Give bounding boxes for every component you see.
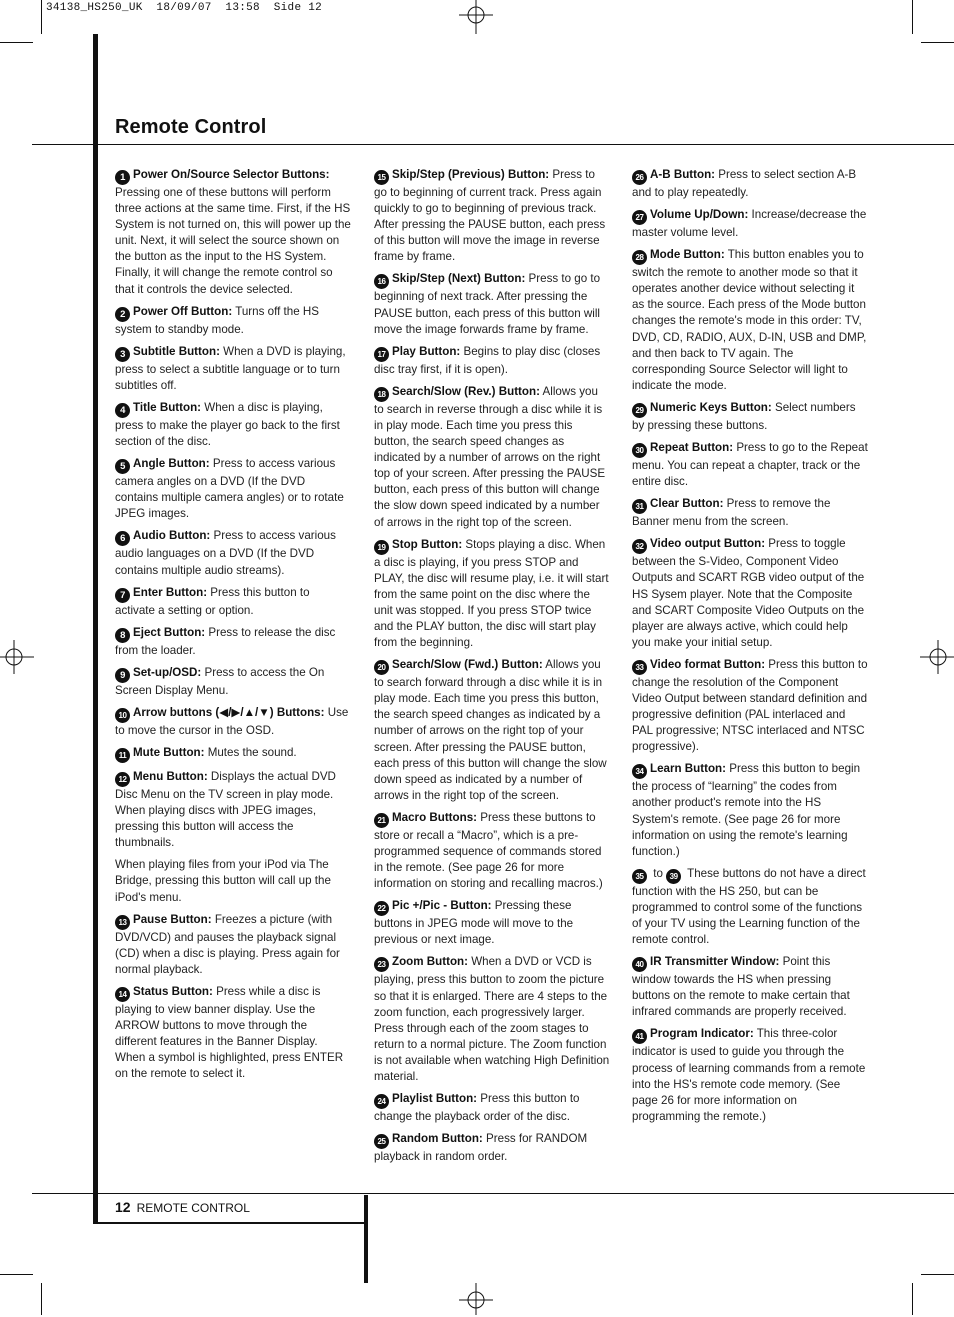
remote-item <box>632 866 868 948</box>
column-1 <box>115 167 351 1088</box>
item-label: Menu Button: <box>133 769 208 783</box>
remote-item <box>632 440 868 490</box>
item-number-badge: 41 <box>632 1029 647 1044</box>
remote-item <box>115 705 351 739</box>
item-number-badge: 20 <box>374 660 389 675</box>
item-description: Allows you to search forward through a disc while it is in play mode. Each time you press this button, the search speed changes as indicated by a number of arrows on the right top of your screen. After pressing the PAUSE button, each press of this button will change the slow down speed as indicated by a number of arrows in the right top of the screen. <box>374 658 607 802</box>
item-description: Press this button to change the resolution of the Component Video Output between standard definition and progressive definition (PAL interlaced and PAL progressive; NTSC interlaced and NTSC progressive). <box>632 657 868 754</box>
item-label: Volume Up/Down: <box>650 208 749 222</box>
item-number-badge: 10 <box>115 708 130 723</box>
remote-item <box>115 528 351 578</box>
item-description: Press to access the On Screen Display Menu. <box>115 665 325 697</box>
crop-mark <box>912 0 913 34</box>
item-label: Skip/Step (Previous) Button: <box>392 168 550 181</box>
remote-item <box>374 384 610 531</box>
item-label: Mode Button: <box>650 248 725 262</box>
item-number-badge: 34 <box>632 764 647 779</box>
item-number-badge: 31 <box>632 499 647 514</box>
item-number-badge: 25 <box>374 1134 389 1149</box>
item-label: Numeric Keys Button: <box>650 400 772 414</box>
remote-item <box>374 657 610 804</box>
item-label: Search/Slow (Fwd.) Button: <box>392 658 543 672</box>
crop-mark <box>41 0 42 34</box>
footer-section: REMOTE CONTROL <box>136 1201 250 1215</box>
item-label: Arrow buttons (◀/▶/▲/▼) Buttons: <box>133 705 325 719</box>
remote-item <box>632 657 868 755</box>
item-number-badge: 35 <box>632 869 647 884</box>
item-description: Pressing these buttons in JPEG mode will move to the previous or next image. <box>374 899 574 947</box>
item-label: Angle Button: <box>133 457 210 471</box>
item-label: Mute Button: <box>133 745 205 759</box>
item-description: Press to go to beginning of next track. After pressing the PAUSE button, each press of this button will move the image forwards frame by frame. <box>374 272 601 336</box>
item-number-badge: 19 <box>374 540 389 555</box>
remote-item <box>115 857 351 905</box>
item-label: Random Button: <box>392 1132 483 1146</box>
item-number-badge: 33 <box>632 660 647 675</box>
remote-item <box>115 585 351 619</box>
item-label: Stop Button: <box>392 537 463 551</box>
crop-mark <box>921 42 954 43</box>
item-number-badge: 3 <box>115 347 130 362</box>
remote-item <box>115 769 351 851</box>
footer-underline <box>93 1222 368 1224</box>
item-label: Pic +/Pic - Button: <box>392 899 492 913</box>
footer-bar <box>364 1195 368 1283</box>
remote-item <box>632 1026 868 1124</box>
registration-mark-icon <box>459 1283 493 1317</box>
remote-item <box>115 665 351 699</box>
print-slug: 34138_HS250_UK 18/09/07 13:58 Side 12 <box>46 2 323 14</box>
item-number-badge: 8 <box>115 628 130 643</box>
item-number-badge: 2 <box>115 307 130 322</box>
item-label: Set-up/OSD: <box>133 665 202 679</box>
remote-item <box>115 304 351 338</box>
item-description: Press to release the disc from the loader. <box>115 625 336 657</box>
item-description: Select numbers by pressing these buttons. <box>632 400 856 432</box>
item-description: Press this button to activate a setting or option. <box>115 585 310 617</box>
crop-mark <box>0 1274 33 1275</box>
item-number-badge: 12 <box>115 772 130 787</box>
item-number-badge: 17 <box>374 347 389 362</box>
item-description: Press to go to beginning of current track. Press again quickly to go to beginning of previous track. After pressing the PAUSE button, each press of this button will move the image in reverse frame by frame. <box>374 168 606 264</box>
item-label: Skip/Step (Next) Button: <box>392 272 526 286</box>
item-number-badge: 30 <box>632 443 647 458</box>
remote-item <box>115 984 351 1082</box>
remote-item <box>115 344 351 394</box>
item-number-badge: 40 <box>632 957 647 972</box>
remote-item <box>374 344 610 378</box>
item-label: Power Off Button: <box>133 304 233 318</box>
item-label: Clear Button: <box>650 497 724 511</box>
item-number-badge: 23 <box>374 957 389 972</box>
item-label: Status Button: <box>133 984 213 998</box>
registration-mark-icon <box>459 0 493 34</box>
remote-item <box>115 625 351 659</box>
item-label: Subtitle Button: <box>133 344 220 358</box>
item-number-badge: 32 <box>632 539 647 554</box>
remote-item <box>374 271 610 337</box>
item-label: Repeat Button: <box>650 441 734 455</box>
remote-item <box>632 400 868 434</box>
remote-item <box>374 954 610 1085</box>
item-label: A-B Button: <box>650 168 716 181</box>
item-label: Play Button: <box>392 344 461 358</box>
remote-item <box>374 810 610 892</box>
item-description: Press to select section A-B and to play repeatedly. <box>632 168 857 199</box>
item-number-badge: 28 <box>632 250 647 265</box>
item-description: When a DVD is playing, press to select a subtitle language or to turn subtitles off. <box>115 344 346 392</box>
page-title: Remote Control <box>115 116 267 138</box>
item-description: to <box>650 866 667 880</box>
remote-item <box>374 537 610 652</box>
item-label: Title Button: <box>133 400 202 414</box>
item-number-badge: 14 <box>115 987 130 1002</box>
remote-item <box>632 496 868 530</box>
item-number-badge: 11 <box>115 748 130 763</box>
item-number-badge: 26 <box>632 170 647 185</box>
remote-item <box>115 167 351 298</box>
item-number-badge: 7 <box>115 588 130 603</box>
item-number-badge: 24 <box>374 1094 389 1109</box>
item-label: Program Indicator: <box>650 1027 754 1041</box>
remote-item <box>374 898 610 948</box>
remote-item <box>374 167 610 265</box>
remote-item <box>115 400 351 450</box>
item-description: Press for RANDOM playback in random order. <box>374 1132 588 1164</box>
item-description: Press to access various audio languages on a DVD (If the DVD contains multiple audio streams). <box>115 529 336 577</box>
remote-item <box>374 1131 610 1165</box>
item-label: Macro Buttons: <box>392 810 478 824</box>
remote-item <box>632 954 868 1020</box>
item-description: Increase/decrease the master volume level. <box>632 208 867 240</box>
item-label: Power On/Source Selector Buttons: <box>133 168 330 181</box>
item-number-badge: 6 <box>115 531 130 546</box>
item-description: Press this button to change the playback order of the disc. <box>374 1092 580 1124</box>
item-label: Audio Button: <box>133 529 211 543</box>
item-description: Press to go to the Repeat menu. You can repeat a chapter, track or the entire disc. <box>632 441 868 489</box>
registration-mark-icon <box>920 640 954 674</box>
item-label: Zoom Button: <box>392 955 468 969</box>
remote-item <box>115 745 351 763</box>
footer-rule <box>32 1193 954 1194</box>
item-description: Pressing one of these buttons will perform three actions at the same time. First, if the HS System is not turned on, this will power up the unit. Next, it will select the source shown on the button as the input to the HS System. Finally, it will change the remote control so that it controls the device selected. <box>115 186 351 296</box>
column-2 <box>374 167 610 1171</box>
item-number-badge: 18 <box>374 387 389 402</box>
page-number: 12 <box>115 1199 131 1215</box>
item-label: Video format Button: <box>650 657 766 671</box>
item-label: Eject Button: <box>133 625 206 639</box>
item-label: Enter Button: <box>133 585 208 599</box>
remote-item <box>632 207 868 241</box>
column-3 <box>632 167 868 1131</box>
remote-item <box>374 1091 610 1125</box>
item-description: This button enables you to switch the remote to another mode so that it operates another device without selecting it as the source. Each press of the Mode button changes the remote's mode in this order: TV, DVD, CD, RADIO, AUX, D-IN, USB and DMP, and then back to TV again. The corresponding Source Selector will light to indicate the mode. <box>632 248 867 392</box>
item-number-badge: 1 <box>115 170 130 185</box>
item-description: Turns off the HS system to standby mode. <box>115 304 319 336</box>
item-description: Stops playing a disc. When a disc is playing, if you press STOP and PLAY, the disc will resume play, i.e. it will start from the same point on the disc where the unit was stopped. If you press STOP twice and the PLAY button, the disc will start play from the beginning. <box>374 537 609 650</box>
item-label: IR Transmitter Window: <box>650 955 780 969</box>
item-label: Search/Slow (Rev.) Button: <box>392 384 540 398</box>
remote-item <box>632 761 868 859</box>
item-description: Begins to play disc (closes disc tray first, if it is open). <box>374 344 601 376</box>
item-label: Learn Button: <box>650 762 726 776</box>
item-description: Press this button to begin the process of “learning” the codes from another product's remote into the HS System's remote. (See page 26 for more information on using the remote's learning function.) <box>632 762 861 858</box>
item-number-badge: 5 <box>115 459 130 474</box>
item-description: Displays the actual DVD Disc Menu on the TV screen in play mode. When playing discs with JPEG images, pressing this button will access the thumbnails. <box>115 769 336 850</box>
item-description: Press these buttons to store or recall a “Macro”, which is a pre-programmed sequence of commands stored in the remote. (See page 26 for more information on storing and recalling macros.) <box>374 810 603 891</box>
item-number-badge: 22 <box>374 901 389 916</box>
item-number-badge: 9 <box>115 668 130 683</box>
item-number-badge: 39 <box>666 869 681 884</box>
remote-item <box>632 536 868 651</box>
item-description: Press to access various camera angles on a DVD (If the DVD contains multiple camera angles) or to rotate JPEG images. <box>115 457 344 521</box>
item-label: Playlist Button: <box>392 1092 478 1106</box>
item-description: When a DVD or VCD is playing, press this button to zoom the picture so that it is enlarged. There are 4 steps to the zoom function, each progressively larger. Press through each of the zoom stages to return to a normal picture. The Zoom function is not available when watching High Definition material. <box>374 955 610 1084</box>
item-number-badge: 15 <box>374 170 389 185</box>
item-description: This three-color indicator is used to guide you through the process of learning commands from a remote into the HS's remote code memory. (See page 26 for more information on programming the remote.) <box>632 1027 866 1123</box>
item-description: Press to toggle between the S-Video, Component Video Outputs and SCART RGB video output of the HS Sysem player. Note that the Composite and SCART Composite Video Outputs on the player are always active, which could help you make your initial setup. <box>632 537 865 649</box>
item-label: Video output Button: <box>650 537 766 551</box>
item-description: Press to remove the Banner menu from the screen. <box>632 497 831 529</box>
crop-mark <box>921 1274 954 1275</box>
item-number-badge: 27 <box>632 210 647 225</box>
registration-mark-icon <box>0 640 34 674</box>
item-description: Use to move the cursor in the OSD. <box>115 705 349 737</box>
item-number-badge: 21 <box>374 813 389 828</box>
item-number-badge: 13 <box>115 915 130 930</box>
page-margin-bar <box>93 34 98 1223</box>
crop-mark <box>0 42 33 43</box>
item-label: Pause Button: <box>133 912 212 926</box>
remote-item <box>115 912 351 978</box>
remote-item <box>632 167 868 201</box>
title-rule <box>32 144 954 145</box>
remote-item <box>115 456 351 522</box>
item-number-badge: 29 <box>632 403 647 418</box>
item-description: When a disc is playing, press to make the player go back to the first section of the disc. <box>115 400 340 449</box>
remote-item <box>632 247 868 394</box>
crop-mark <box>41 1283 42 1315</box>
item-description: These buttons do not have a direct function with the HS 250, but can be programmed to control some of the functions of your TV using the Learning function of the remote control. <box>632 866 866 947</box>
item-description: Point this window towards the HS when pressing buttons on the remote to make certain that infrared commands are properly received. <box>632 955 850 1019</box>
crop-mark <box>912 1283 913 1315</box>
page-footer <box>115 1199 250 1215</box>
item-number-badge: 16 <box>374 274 389 289</box>
item-number-badge: 4 <box>115 403 130 418</box>
item-description: When playing files from your iPod via The Bridge, pressing this button will call up the iPod's menu. <box>115 858 331 904</box>
item-description: Freezes a picture (with DVD/VCD) and pauses the playback signal (CD) when a disc is playing. Press again for normal playback. <box>115 912 340 976</box>
item-description: Press while a disc is playing to view banner display. Use the ARROW buttons to move through the different features in the Banner Display. When a symbol is highlighted, press ENTER on the remote to select it. <box>115 984 344 1081</box>
item-description: Allows you to search in reverse through a disc while it is in play mode. Each time you press this button, the search speed changes as indicated by a number of arrows on the right top of your screen. After pressing the PAUSE button, each press of this button will change the slow down speed indicated by a number of arrows in the right top of the screen. <box>374 384 606 529</box>
item-description: Mutes the sound. <box>204 745 297 759</box>
